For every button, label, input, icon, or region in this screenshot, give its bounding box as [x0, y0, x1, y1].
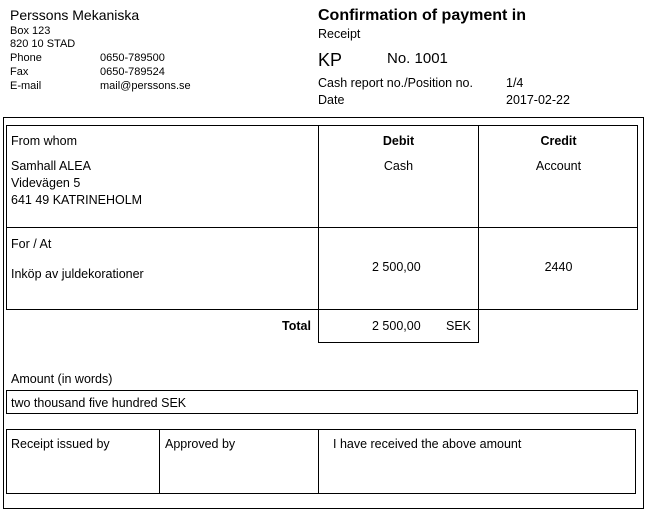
approved-by-label: Approved by: [165, 437, 236, 451]
row-divider: [6, 227, 638, 228]
amount-words-label: Amount (in words): [11, 372, 113, 386]
transaction-table: [6, 125, 638, 310]
company-name: Perssons Mekaniska: [10, 7, 140, 23]
credit-divider: [478, 125, 479, 343]
document-subtitle: Receipt: [318, 27, 361, 41]
signature-divider-2: [318, 429, 319, 494]
fax-label: Fax: [10, 66, 29, 78]
signature-divider-1: [159, 429, 160, 494]
phone-label: Phone: [10, 52, 42, 64]
for-at-label: For / At: [11, 237, 52, 251]
total-label: Total: [282, 319, 311, 333]
company-address-line1: Box 123: [10, 25, 51, 37]
company-address-line2: 820 10 STAD: [10, 38, 76, 50]
total-box-bottom: [318, 342, 479, 343]
credit-header: Credit: [540, 134, 577, 148]
voucher-code: KP: [318, 50, 343, 70]
issued-by-label: Receipt issued by: [11, 437, 110, 451]
total-amount: 2 500,00: [372, 319, 421, 333]
payer-name: Samhall ALEA: [11, 159, 91, 173]
received-label: I have received the above amount: [333, 437, 522, 451]
amount-words-value: two thousand five hundred SEK: [11, 396, 187, 410]
receipt-number: No. 1001: [387, 50, 448, 67]
purpose-description: Inköp av juldekorationer: [11, 267, 144, 281]
credit-account: 2440: [544, 260, 573, 274]
date-label: Date: [318, 93, 345, 107]
phone-value: 0650-789500: [100, 52, 165, 64]
from-whom-label: From whom: [11, 134, 77, 148]
debit-header: Debit: [382, 134, 415, 148]
debit-subheader: Cash: [383, 159, 414, 173]
cash-report-value: 1/4: [506, 76, 524, 90]
currency: SEK: [446, 319, 472, 333]
debit-amount: 2 500,00: [372, 260, 421, 274]
date-value: 2017-02-22: [506, 93, 570, 107]
email-label: E-mail: [10, 80, 42, 92]
fax-value: 0650-789524: [100, 66, 165, 78]
payer-city: 641 49 KATRINEHOLM: [11, 193, 143, 207]
cash-report-label: Cash report no./Position no.: [318, 76, 473, 90]
document-title: Confirmation of payment in: [318, 7, 526, 24]
payer-street: Videvägen 5: [11, 176, 81, 190]
debit-divider: [318, 125, 319, 343]
credit-subheader: Account: [535, 159, 582, 173]
email-value: mail@perssons.se: [100, 80, 191, 92]
